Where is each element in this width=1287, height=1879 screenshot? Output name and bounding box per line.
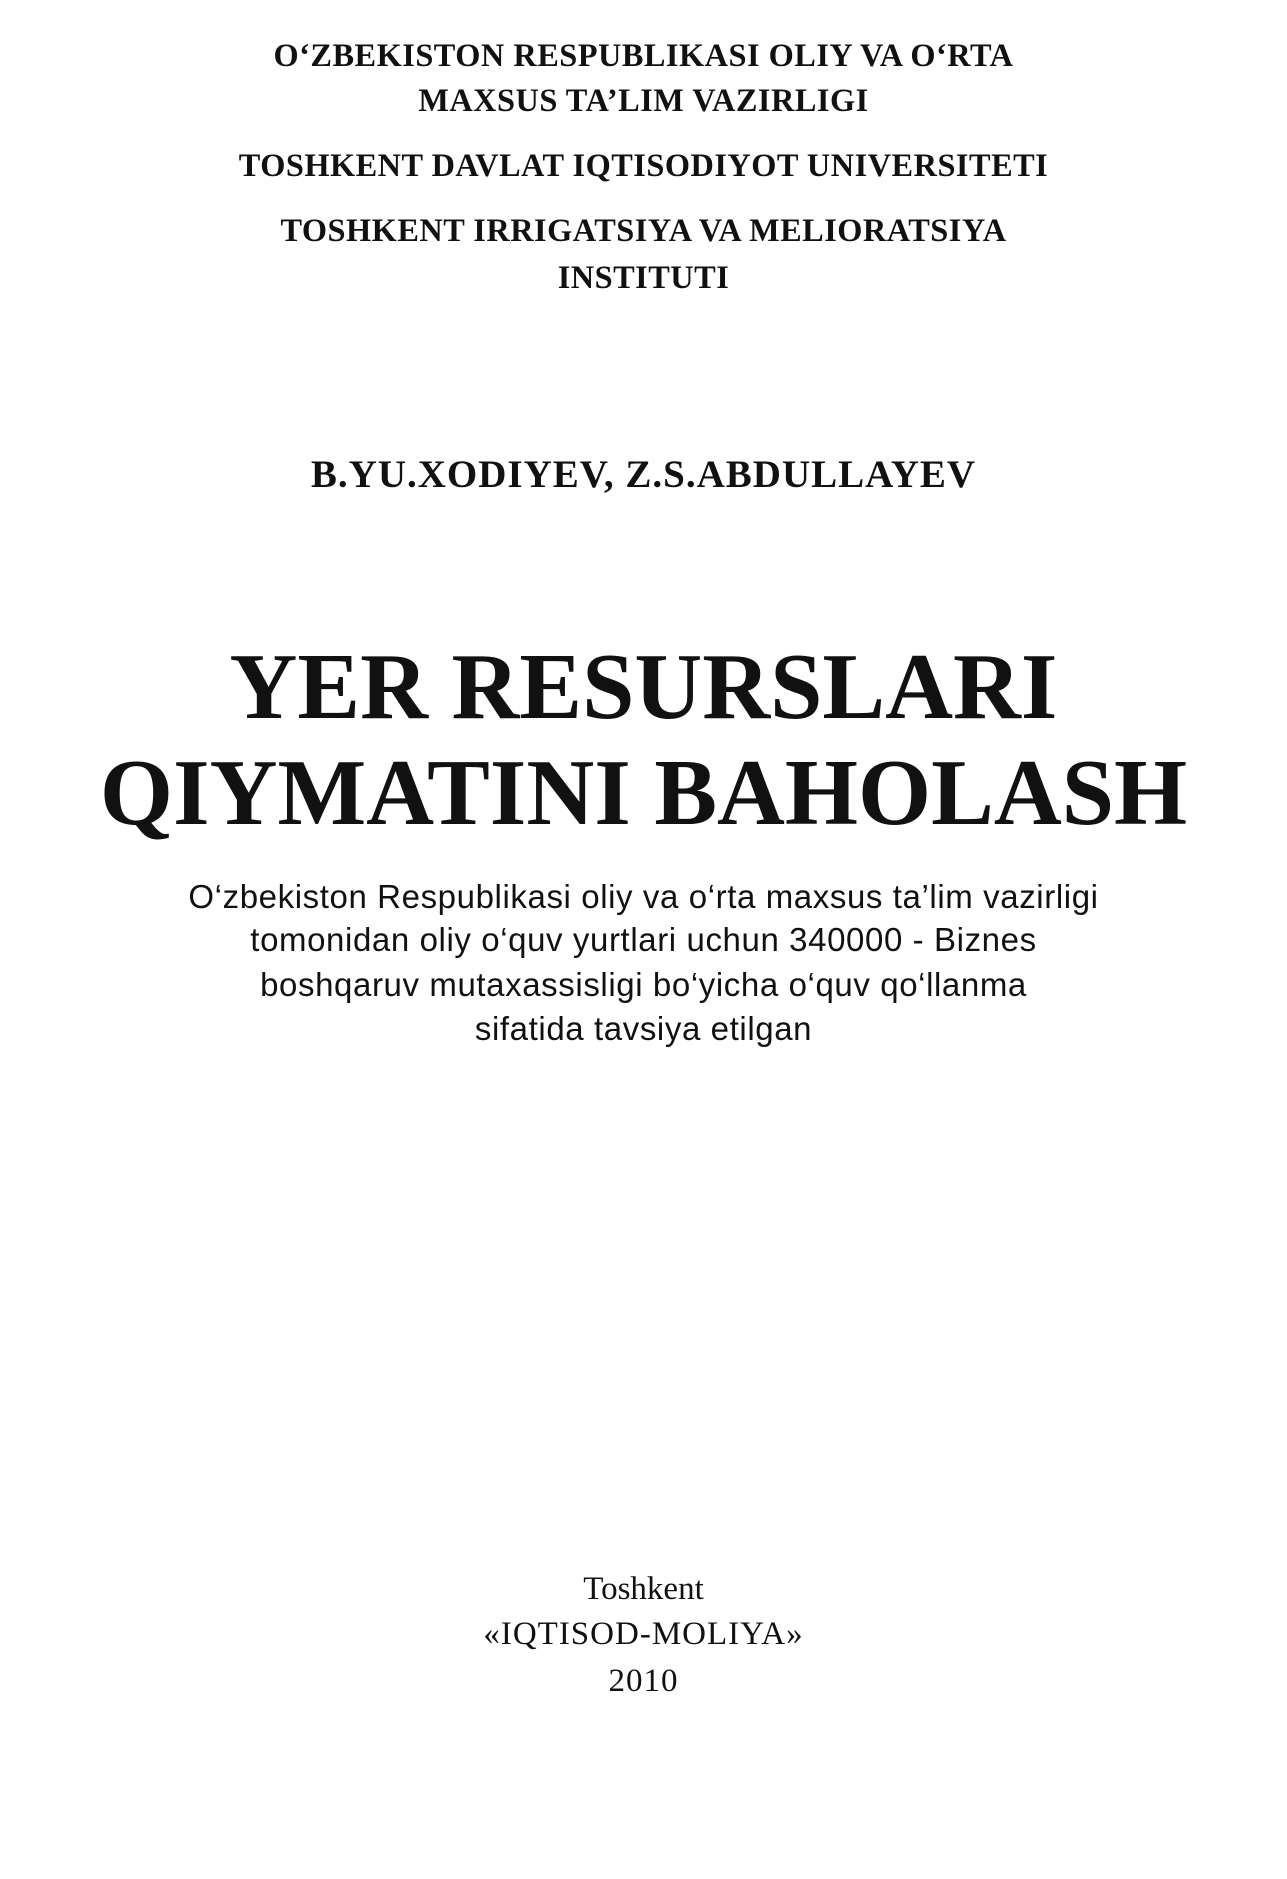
book-title-line-1: YER RESURSLARI	[229, 635, 1058, 739]
approval-line-2: tomonidan oliy o‘quv yurtlari uchun 340000 - Biznes	[250, 921, 1037, 958]
approval-line-3: boshqaruv mutaxassisligi bo‘yicha o‘quv qo‘llanma	[260, 966, 1027, 1003]
book-title-line-2: QIYMATINI BAHOLASH	[99, 741, 1188, 845]
institute-line-2: INSTITUTI	[557, 260, 730, 296]
ministry-line-1: O‘ZBEKISTON RESPUBLIKASI OLIY VA O‘RTA	[273, 38, 1014, 74]
publication-year: 2010	[608, 1663, 679, 1699]
publisher-name: «IQTISOD-MOLIYA»	[483, 1616, 804, 1652]
university-name: TOSHKENT DAVLAT IQTISODIYOT UNIVERSITETI	[238, 148, 1049, 184]
approval-line-4: sifatida tavsiya etilgan	[474, 1010, 813, 1047]
approval-line-1: O‘zbekiston Respublikasi oliy va o‘rta maxsus ta’lim vazirligi	[188, 878, 1099, 915]
authors: B.YU.XODIYEV, Z.S.ABDULLAYEV	[310, 453, 977, 496]
ministry-line-2: MAXSUS TA’LIM VAZIRLIGI	[418, 83, 869, 119]
publisher-city: Toshkent	[583, 1571, 704, 1607]
institute-line-1: TOSHKENT IRRIGATSIYA VA MELIORATSIYA	[280, 213, 1007, 249]
